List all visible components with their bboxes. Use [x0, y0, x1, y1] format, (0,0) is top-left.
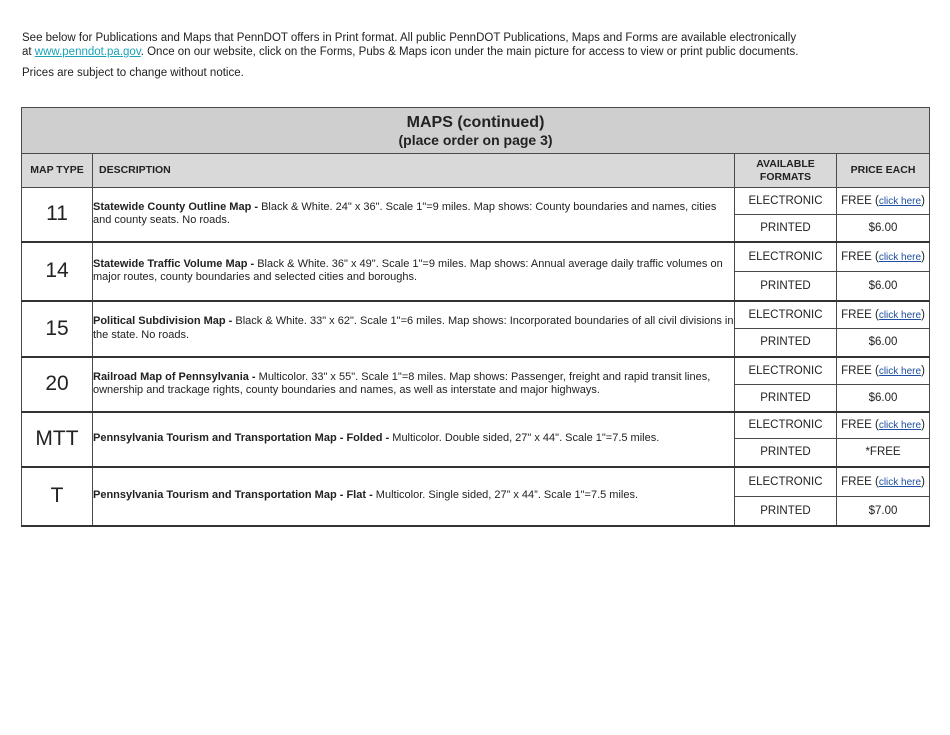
format-electronic: ELECTRONIC — [735, 242, 837, 272]
price-electronic: FREE (click here) — [837, 301, 930, 329]
map-type-cell: 15 — [22, 301, 93, 357]
description-cell — [93, 412, 735, 467]
map-type-cell: MTT — [22, 412, 93, 467]
description-text: Black & White. 36" x 49". Scale 1"=9 miles. Map shows: Annual average daily traffic volumes on major routes, county boundaries and selected cities and boroughs. — [93, 257, 723, 283]
price-electronic: FREE (click here) — [837, 467, 930, 497]
click-here-link[interactable]: click here — [878, 420, 922, 432]
table-row — [22, 357, 930, 385]
column-header-description: DESCRIPTION — [93, 154, 735, 188]
table-subtitle: (place order on page 3) — [398, 131, 553, 148]
description-title: Statewide Traffic Volume Map - — [93, 257, 258, 270]
format-electronic: ELECTRONIC — [735, 188, 837, 215]
description-text: Black & White. 33" x 62". Scale 1"=6 miles. Map shows: Incorporated boundaries of all civil divisions in the state. No roads. — [93, 315, 734, 341]
free-label: FREE — [841, 364, 872, 377]
intro-line-1: See below for Publications and Maps that PennDOT offers in Print format. All public PennDOT Publications, Maps and Forms are available electronically — [22, 32, 797, 44]
map-type-cell: 20 — [22, 357, 93, 412]
description-cell — [93, 357, 735, 412]
description-text: Multicolor. Double sided, 27" x 44". Scale 1"=7.5 miles. — [392, 432, 660, 445]
description-title: Political Subdivision Map - — [93, 315, 236, 327]
format-electronic: ELECTRONIC — [735, 412, 837, 439]
table-row — [22, 301, 930, 329]
price-electronic: FREE (click here) — [837, 188, 930, 215]
table-row — [22, 242, 930, 272]
column-header-price: PRICE EACH — [837, 154, 930, 188]
click-here-link[interactable]: click here — [878, 251, 922, 263]
click-here-link[interactable]: click here — [878, 196, 922, 207]
table-row — [22, 412, 930, 439]
intro-line-2-prefix: at — [22, 46, 35, 58]
description-cell — [93, 242, 735, 301]
format-electronic: ELECTRONIC — [735, 467, 837, 497]
table-title-cell — [22, 108, 930, 154]
format-printed: PRINTED — [735, 497, 837, 526]
penndot-website-link[interactable]: www.penndot.pa.gov — [34, 46, 141, 58]
map-type-cell: 14 — [22, 242, 93, 301]
table-row — [22, 467, 930, 497]
click-here-link[interactable]: click here — [878, 365, 922, 377]
description-cell — [93, 467, 735, 526]
price-printed: $6.00 — [837, 329, 930, 357]
free-label: FREE — [841, 250, 872, 263]
map-type-cell: 11 — [22, 188, 93, 242]
column-header-map-type: MAP TYPE — [22, 154, 93, 188]
description-text: Black & White. 24" x 36". Scale 1"=9 miles. Map shows: County boundaries and names, cities and county seats. No roads. — [93, 200, 717, 227]
price-printed: $6.00 — [837, 215, 930, 242]
price-electronic: FREE (click here) — [837, 242, 930, 272]
price-printed: *FREE — [837, 439, 930, 467]
price-electronic: FREE (click here) — [837, 412, 930, 439]
map-type-cell: T — [22, 467, 93, 526]
format-printed: PRINTED — [735, 329, 837, 357]
format-printed: PRINTED — [735, 272, 837, 301]
prices-note: Prices are subject to change without notice. — [22, 67, 244, 79]
column-header-row — [22, 154, 930, 188]
click-here-link[interactable]: click here — [878, 476, 922, 488]
table-row — [22, 188, 930, 215]
price-electronic: FREE (click here) — [837, 357, 930, 385]
intro-line-2-suffix: . Once on our website, click on the Forms, Pubs & Maps icon under the main picture for access to view or print public documents. — [140, 46, 799, 58]
description-title: Pennsylvania Tourism and Transportation Map - Flat - — [93, 489, 376, 502]
format-printed: PRINTED — [735, 439, 837, 467]
maps-table — [21, 107, 930, 527]
click-here-link[interactable]: click here — [878, 309, 922, 321]
price-printed: $6.00 — [837, 385, 930, 412]
description-title: Statewide County Outline Map - — [93, 200, 262, 213]
free-label: FREE — [841, 308, 872, 321]
format-electronic: ELECTRONIC — [735, 357, 837, 385]
description-text: Multicolor. 33" x 55". Scale 1"=8 miles. Map shows: Passenger, freight and rapid transit lines, ownership and trackage rights, county boundaries and names, as well as interstate and major highways. — [93, 370, 711, 396]
description-cell — [93, 301, 735, 357]
intro-line-2 — [22, 45, 922, 59]
price-printed: $7.00 — [837, 497, 930, 526]
format-printed: PRINTED — [735, 385, 837, 412]
free-label: FREE — [841, 195, 872, 207]
intro-text — [22, 31, 922, 59]
table-title-row — [22, 108, 930, 154]
table-title: MAPS (continued) — [406, 113, 545, 131]
column-header-formats: AVAILABLE FORMATS — [735, 154, 837, 188]
description-title: Railroad Map of Pennsylvania - — [93, 370, 259, 383]
format-printed: PRINTED — [735, 215, 837, 242]
format-electronic: ELECTRONIC — [735, 301, 837, 329]
free-label: FREE — [841, 475, 872, 488]
description-cell — [93, 188, 735, 242]
price-printed: $6.00 — [837, 272, 930, 301]
description-text: Multicolor. Single sided, 27” x 44”. Scale 1"=7.5 miles. — [375, 489, 639, 502]
description-title: Pennsylvania Tourism and Transportation Map - Folded - — [93, 432, 393, 445]
free-label: FREE — [841, 419, 872, 432]
